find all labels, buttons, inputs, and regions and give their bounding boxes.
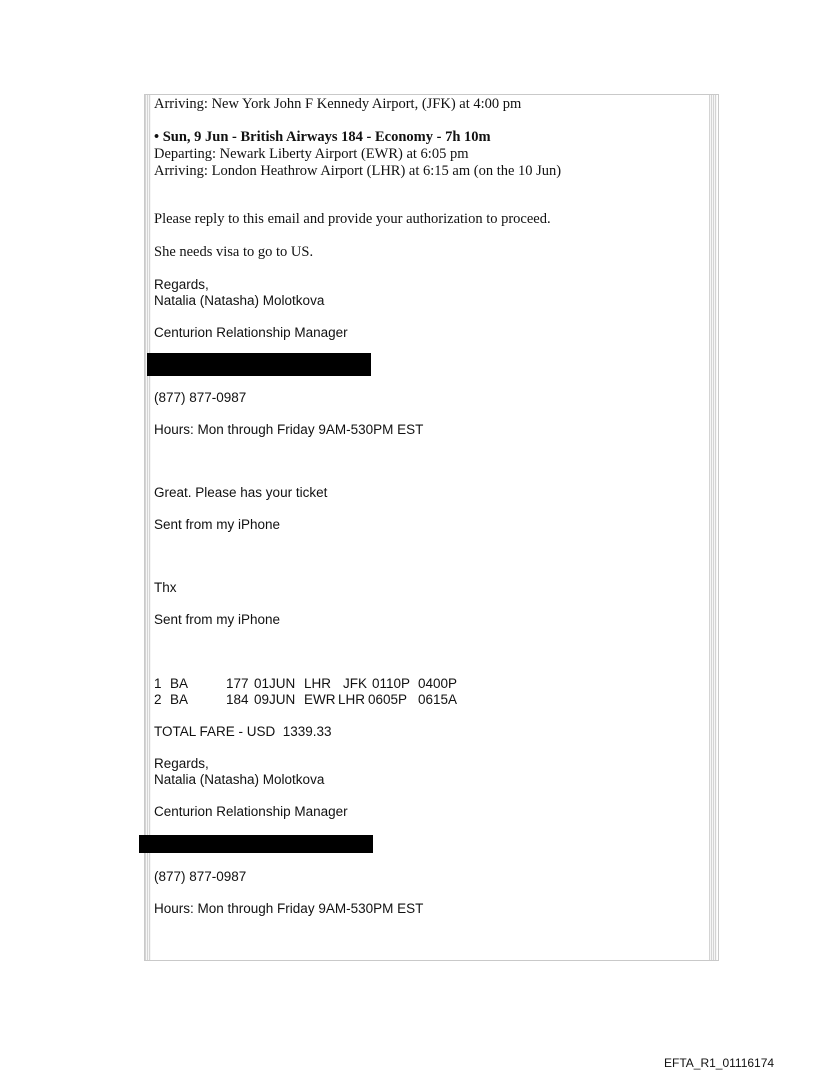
departure-line-ewr: Departing: Newark Liberty Airport (EWR) at 6:05 pm [154, 146, 469, 162]
flight-arr: 0400P [418, 676, 458, 691]
arrival-line-lhr: Arriving: London Heathrow Airport (LHR) at 6:15 am (on the 10 Jun) [154, 163, 562, 179]
visa-note: She needs visa to go to US. [154, 244, 314, 260]
flight-carrier: BA [170, 692, 189, 707]
flight-number: 177 [226, 676, 249, 691]
flight-to: JFK [343, 676, 368, 691]
phone-1: (877) 877-0987 [154, 390, 247, 405]
sender-name-2: Natalia (Natasha) Molotkova [154, 772, 325, 787]
reply-1-signature: Sent from my iPhone [154, 517, 281, 532]
flight-num: 1 [154, 676, 162, 691]
flight-row [0, 692, 816, 708]
reply-2-text: Thx [154, 580, 177, 595]
hours-2: Hours: Mon through Friday 9AM-530PM EST [154, 901, 424, 916]
reply-2-signature: Sent from my iPhone [154, 612, 281, 627]
reply-1-text: Great. Please has your ticket [154, 485, 328, 500]
regards-1: Regards, [154, 277, 209, 292]
flight-dep: 0605P [368, 692, 408, 707]
sender-name-1: Natalia (Natasha) Molotkova [154, 293, 325, 308]
flight-to: LHR [338, 692, 366, 707]
flight-carrier: BA [170, 676, 189, 691]
flight-dep: 0110P [372, 676, 411, 691]
quote-bar-right [709, 95, 717, 960]
flight-row [0, 676, 816, 692]
flight-date: 09JUN [254, 692, 296, 707]
flight-from: LHR [304, 676, 332, 691]
hours-1: Hours: Mon through Friday 9AM-530PM EST [154, 422, 424, 437]
document-id: EFTA_R1_01116174 [664, 1056, 775, 1070]
flight-date: 01JUN [254, 676, 296, 691]
authorization-request: Please reply to this email and provide your authorization to proceed. [154, 211, 551, 227]
bullet: • [154, 129, 160, 145]
sender-title-1: Centurion Relationship Manager [154, 325, 348, 340]
regards-2: Regards, [154, 756, 209, 771]
arrival-line-jfk: Arriving: New York John F Kennedy Airport, (JFK) at 4:00 pm [154, 96, 522, 112]
flight-number: 184 [226, 692, 249, 707]
redaction-block-1 [147, 353, 371, 376]
quote-bar-left [145, 95, 151, 960]
total-fare: TOTAL FARE - USD 1339.33 [154, 724, 332, 739]
redaction-block-2 [139, 835, 373, 853]
flight-arr: 0615A [418, 692, 458, 707]
phone-2: (877) 877-0987 [154, 869, 247, 884]
segment-2-title [154, 129, 491, 145]
flight-from: EWR [304, 692, 336, 707]
sender-title-2: Centurion Relationship Manager [154, 804, 348, 819]
segment-2-title-text: Sun, 9 Jun - British Airways 184 - Economy - 7h 10m [162, 129, 491, 145]
flight-num: 2 [154, 692, 162, 707]
